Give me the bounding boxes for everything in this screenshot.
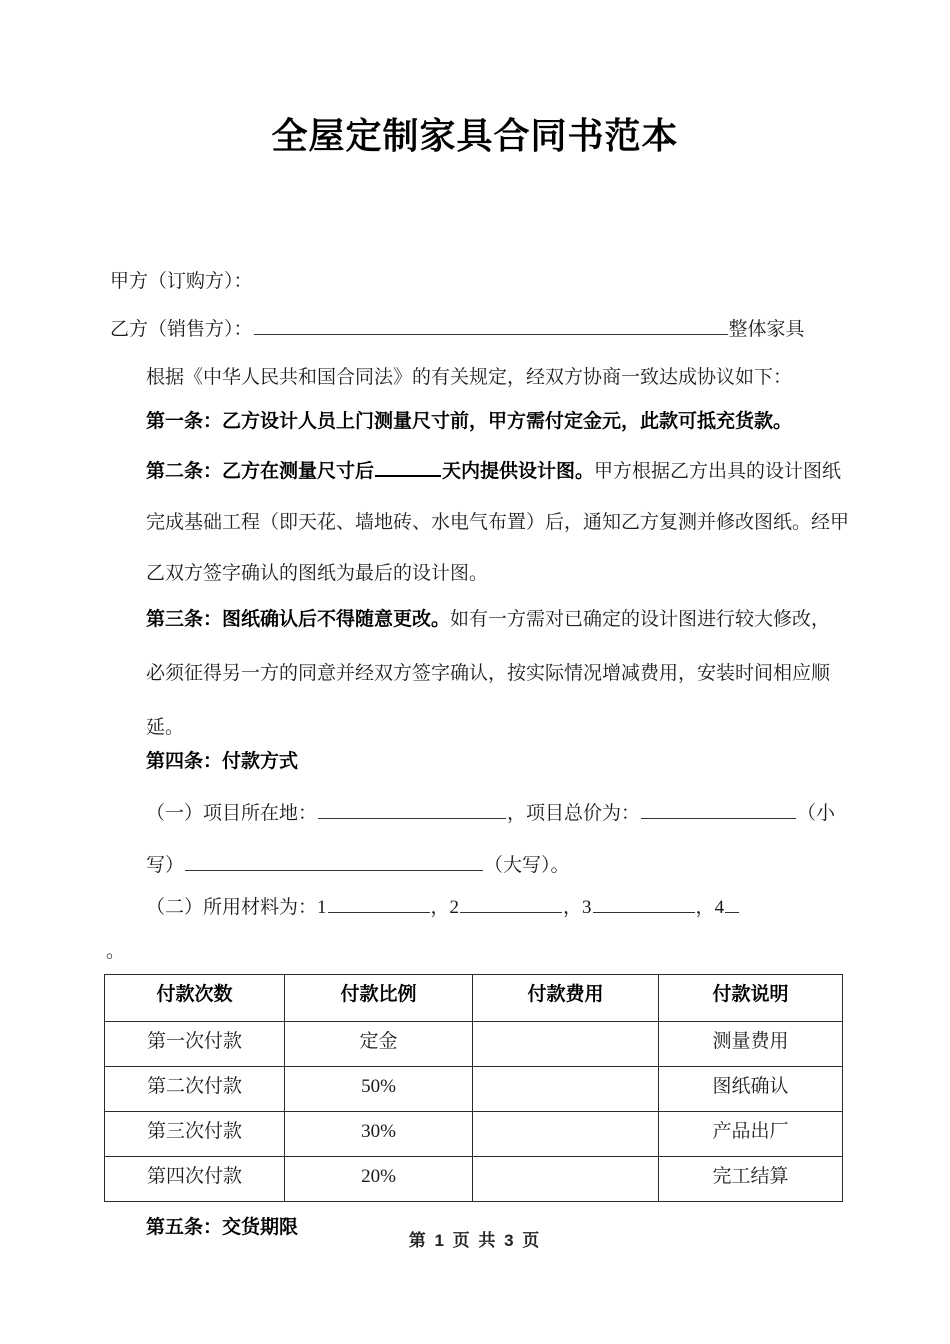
cell-ratio: 50% — [285, 1067, 473, 1112]
clause-3-bold-prefix: 第三条：图纸确认后不得随意更改。 — [146, 609, 451, 630]
cell-note: 完工结算 — [659, 1157, 843, 1202]
cell-times: 第一次付款 — [105, 1022, 285, 1067]
table-header-fee: 付款费用 — [473, 975, 659, 1022]
cell-ratio: 定金 — [285, 1022, 473, 1067]
project-location-blank[interactable] — [318, 801, 506, 819]
material-blank-4[interactable] — [725, 895, 739, 913]
payment-schedule-table — [104, 974, 843, 1202]
material-number-1: 1 — [317, 897, 327, 918]
project-total-lower-blank[interactable] — [641, 801, 796, 819]
material-number-3: 3 — [582, 897, 592, 918]
party-b-line — [110, 306, 805, 354]
party-a-line — [110, 258, 253, 306]
clause-2-days-blank[interactable] — [375, 458, 441, 477]
clause-1-paragraph: 第一条：乙方设计人员上门测量尺寸前，甲方需付定金元，此款可抵充货款。 — [146, 411, 793, 432]
material-sep-2: ， — [563, 897, 583, 918]
material-sep-3: ， — [695, 897, 715, 918]
clause-4-item-1 — [146, 788, 858, 892]
material-blank-3[interactable] — [593, 895, 695, 913]
clause-2-paragraph — [146, 446, 858, 599]
cell-times: 第四次付款 — [105, 1157, 285, 1202]
clause-4-heading: 第四条：付款方式 — [146, 751, 299, 772]
cell-ratio: 30% — [285, 1112, 473, 1157]
cell-fee[interactable] — [473, 1112, 659, 1157]
cell-times: 第二次付款 — [105, 1067, 285, 1112]
page-footer: 第 1 页 共 3 页 — [408, 1231, 542, 1250]
clause-4-item-2 — [146, 884, 740, 932]
cell-ratio: 20% — [285, 1157, 473, 1202]
party-b-label: 乙方（销售方）： — [110, 319, 253, 340]
clause-2-normal-text: 甲方根据乙方出具的设计图纸完成基础工程（即天花、墙地砖、水电气布置）后，通知乙方复测并修改图纸。经甲乙双方签字确认的图纸为最后的设计图。 — [146, 461, 850, 584]
project-total-upper-blank[interactable] — [185, 853, 483, 871]
material-number-4: 4 — [714, 897, 725, 918]
page-title: 全屋定制家具合同书范本 — [271, 115, 679, 156]
clause-2-bold-prefix: 第二条：乙方在测量尺寸后 — [146, 461, 375, 482]
material-blank-2[interactable] — [460, 895, 562, 913]
party-a-label: 甲方（订购方）： — [110, 271, 253, 292]
cell-note: 产品出厂 — [659, 1112, 843, 1157]
materials-trailing-period: 。 — [106, 941, 126, 962]
table-row — [105, 1112, 843, 1157]
table-row — [105, 1157, 843, 1202]
clause-5-heading: 第五条：交货期限 — [146, 1217, 299, 1238]
materials-label: （二）所用材料为： — [146, 897, 318, 918]
clause-3-normal-text: 如有一方需对已确定的设计图进行较大修改，必须征得另一方的同意并经双方签字确认，按实际情况增减费用，安装时间相应顺延。 — [146, 609, 831, 738]
material-blank-1[interactable] — [328, 895, 430, 913]
project-total-label: ，项目总价为： — [507, 803, 641, 824]
cell-note: 测量费用 — [659, 1022, 843, 1067]
cell-times: 第三次付款 — [105, 1112, 285, 1157]
table-header-times: 付款次数 — [105, 975, 285, 1022]
table-row — [105, 1067, 843, 1112]
cell-note: 图纸确认 — [659, 1067, 843, 1112]
cell-fee[interactable] — [473, 1022, 659, 1067]
preamble-paragraph: 根据《中华人民共和国合同法》的有关规定，经双方协商一致达成协议如下： — [146, 367, 793, 388]
table-header-note: 付款说明 — [659, 975, 843, 1022]
cell-fee[interactable] — [473, 1157, 659, 1202]
material-sep-1: ， — [430, 897, 450, 918]
table-row — [105, 1022, 843, 1067]
party-b-suffix: 整体家具 — [728, 319, 805, 340]
project-location-label: （一）项目所在地： — [146, 803, 318, 824]
party-b-input-blank[interactable] — [254, 317, 728, 335]
material-number-2: 2 — [449, 897, 460, 918]
clause-2-bold-suffix: 天内提供设计图。 — [442, 461, 595, 482]
lowercase-note: （小写） — [146, 803, 836, 876]
table-header-row — [105, 975, 843, 1022]
cell-fee[interactable] — [473, 1067, 659, 1112]
uppercase-note: （大写）。 — [484, 855, 570, 876]
table-header-ratio: 付款比例 — [285, 975, 473, 1022]
clause-3-paragraph — [146, 593, 846, 755]
